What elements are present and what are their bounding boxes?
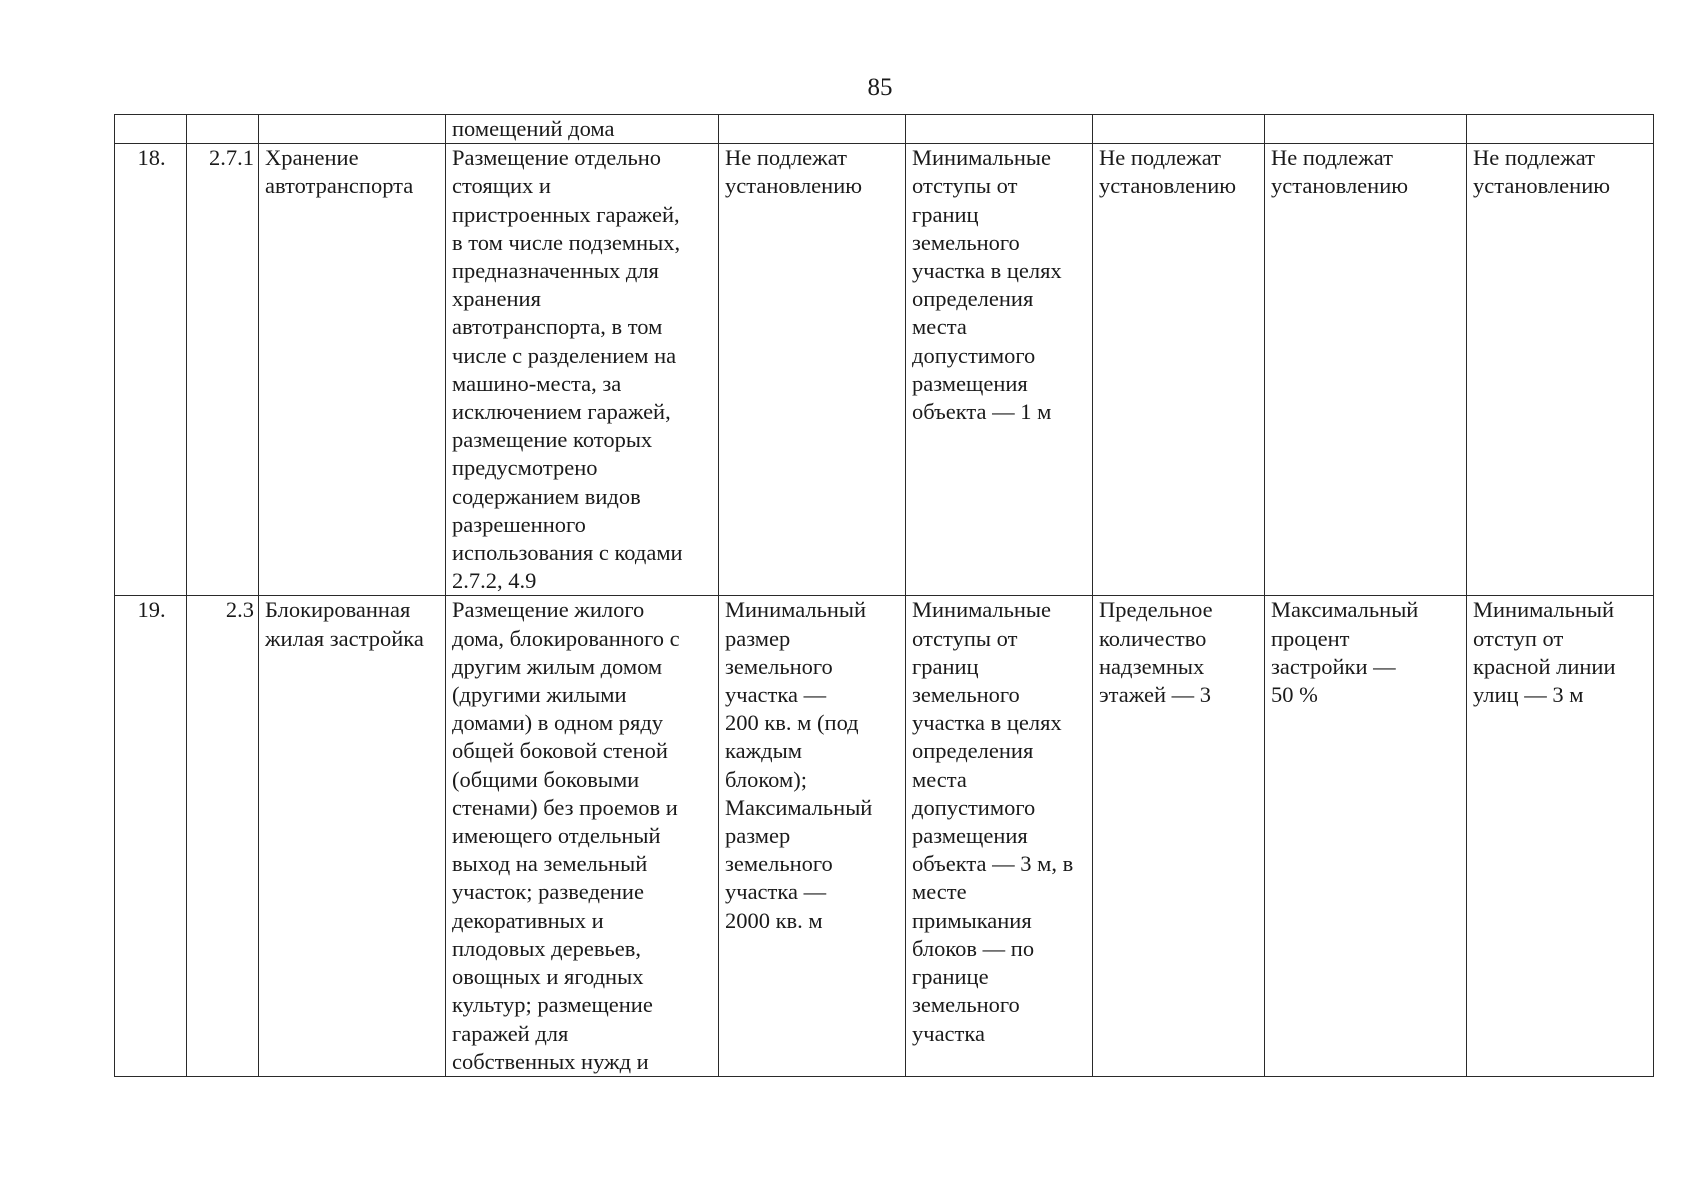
- land-use-table: [114, 114, 1654, 1077]
- cell-text-line: Не подлежат: [1099, 145, 1221, 171]
- cell-text-line: места: [912, 766, 967, 792]
- cell-plot-size: [719, 144, 906, 596]
- cell-name: [259, 115, 446, 144]
- cell-text-line: границ: [912, 201, 979, 227]
- cell-text-line: Размещение отдельно: [452, 145, 662, 171]
- cell-text-line: земельного: [912, 682, 1020, 708]
- cell-text-line: Не подлежат: [725, 145, 847, 171]
- cell-text-line: (общими боковыми: [452, 766, 640, 792]
- cell-text-line: другим жилым домом: [452, 653, 663, 679]
- cell-num: 18.: [115, 144, 187, 596]
- cell-text-line: объекта — 3 м, в: [912, 851, 1074, 877]
- cell-text-line: отступы от: [912, 625, 1018, 651]
- cell-text-line: блоком);: [725, 766, 807, 792]
- cell-text-line: плодовых деревьев,: [452, 935, 641, 961]
- cell-text-line: Не подлежат: [1473, 145, 1595, 171]
- cell-text-line: собственных нужд и: [452, 1048, 649, 1074]
- cell-text-line: участка —: [725, 682, 827, 708]
- cell-other: [1467, 596, 1654, 1076]
- cell-text-line: исключением гаражей,: [452, 399, 671, 425]
- cell-code: [187, 115, 259, 144]
- cell-text-line: размещения: [912, 823, 1028, 849]
- cell-code: 2.3: [187, 596, 259, 1076]
- cell-text-line: объекта — 1 м: [912, 399, 1052, 425]
- cell-text-line: предназначенных для: [452, 258, 659, 284]
- cell-text-line: предусмотрено: [452, 455, 598, 481]
- cell-text-line: размер: [725, 625, 791, 651]
- cell-text-line: месте: [912, 879, 967, 905]
- cell-text-line: участка в целях: [912, 710, 1062, 736]
- table-row: [115, 596, 1654, 1076]
- page-number: 85: [867, 74, 893, 101]
- cell-floors: [1093, 144, 1265, 596]
- cell-coverage: [1265, 115, 1467, 144]
- cell-text-line: надземных: [1099, 653, 1205, 679]
- cell-text-line: границе: [912, 964, 989, 990]
- cell-setbacks: [906, 115, 1093, 144]
- cell-text-line: земельного: [912, 992, 1020, 1018]
- cell-text-line: дома, блокированного с: [452, 625, 680, 651]
- cell-text-line: размещения: [912, 370, 1028, 396]
- cell-text-line: пристроенных гаражей,: [452, 201, 680, 227]
- cell-text-line: Не подлежат: [1271, 145, 1393, 171]
- cell-text-line: участок; разведение: [452, 879, 644, 905]
- cell-text-line: разрешенного: [452, 511, 586, 537]
- cell-text-line: Размещение жилого: [452, 597, 645, 623]
- cell-description: [446, 144, 719, 596]
- cell-text-line: земельного: [725, 653, 833, 679]
- cell-text-line: Хранение: [265, 145, 359, 171]
- cell-text-line: установлению: [1473, 173, 1611, 199]
- cell-text-line: хранения: [452, 286, 541, 312]
- cell-text-line: размер: [725, 823, 791, 849]
- cell-text-line: Максимальный: [1271, 597, 1419, 623]
- cell-text-line: границ: [912, 653, 979, 679]
- cell-other: [1467, 115, 1654, 144]
- cell-code: 2.7.1: [187, 144, 259, 596]
- cell-text-line: автотранспорта, в том: [452, 314, 663, 340]
- cell-text-line: участка: [912, 1020, 985, 1046]
- cell-text-line: допустимого: [912, 794, 1036, 820]
- cell-num: 19.: [115, 596, 187, 1076]
- cell-text-line: стенами) без проемов и: [452, 794, 678, 820]
- cell-text-line: места: [912, 314, 967, 340]
- cell-text-line: числе с разделением на: [452, 342, 677, 368]
- table-row-continuation: [115, 115, 1654, 144]
- cell-text-line: автотранспорта: [265, 173, 414, 199]
- cell-text-line: примыкания: [912, 907, 1032, 933]
- cell-plot-size: [719, 115, 906, 144]
- cell-description: [446, 115, 719, 144]
- cell-coverage: [1265, 596, 1467, 1076]
- cell-text-line: декоративных и: [452, 907, 604, 933]
- cell-text-line: 200 кв. м (под: [725, 710, 859, 736]
- cell-description: [446, 596, 719, 1076]
- cell-coverage: [1265, 144, 1467, 596]
- cell-name: [259, 144, 446, 596]
- cell-plot-size: [719, 596, 906, 1076]
- cell-text-line: количество: [1099, 625, 1207, 651]
- cell-text-line: Предельное: [1099, 597, 1213, 623]
- cell-text-line: общей боковой стеной: [452, 738, 668, 764]
- cell-text-line: земельного: [725, 851, 833, 877]
- table-row: [115, 144, 1654, 596]
- cell-text-line: процент: [1271, 625, 1350, 651]
- cell-text-line: культур; размещение: [452, 992, 653, 1018]
- cell-text-line: 50 %: [1271, 682, 1318, 708]
- cell-text-line: домами) в одном ряду: [452, 710, 664, 736]
- cell-text-line: (другими жилыми: [452, 682, 627, 708]
- cell-text-line: установлению: [1271, 173, 1409, 199]
- cell-text-line: гаражей для: [452, 1020, 569, 1046]
- cell-floors: [1093, 596, 1265, 1076]
- cell-text-line: машино-места, за: [452, 370, 622, 396]
- cell-text-line: застройки —: [1271, 653, 1396, 679]
- cell-text-line: помещений дома: [452, 116, 615, 141]
- cell-text-line: в том числе подземных,: [452, 229, 681, 255]
- cell-text-line: установлению: [725, 173, 863, 199]
- cell-text-line: 2000 кв. м: [725, 907, 823, 933]
- cell-text-line: определения: [912, 286, 1034, 312]
- cell-text-line: содержанием видов: [452, 483, 641, 509]
- cell-text-line: жилая застройка: [265, 625, 424, 651]
- cell-text-line: блоков — по: [912, 935, 1035, 961]
- cell-text-line: имеющего отдельный: [452, 823, 661, 849]
- cell-text-line: отступы от: [912, 173, 1018, 199]
- cell-setbacks: [906, 144, 1093, 596]
- cell-text-line: этажей — 3: [1099, 682, 1212, 708]
- cell-text-line: овощных и ягодных: [452, 964, 644, 990]
- cell-text-line: Минимальные: [912, 597, 1052, 623]
- cell-text-line: размещение которых: [452, 427, 653, 453]
- cell-text-line: выход на земельный: [452, 851, 648, 877]
- cell-text-line: определения: [912, 738, 1034, 764]
- cell-text-line: 2.7.2, 4.9: [452, 568, 537, 594]
- cell-text-line: красной линии: [1473, 653, 1616, 679]
- cell-text-line: установлению: [1099, 173, 1237, 199]
- cell-text-line: Минимальный: [1473, 597, 1615, 623]
- cell-text-line: отступ от: [1473, 625, 1564, 651]
- cell-text-line: Максимальный: [725, 794, 873, 820]
- cell-text-line: каждым: [725, 738, 802, 764]
- cell-floors: [1093, 115, 1265, 144]
- cell-text-line: улиц — 3 м: [1473, 682, 1584, 708]
- cell-text-line: допустимого: [912, 342, 1036, 368]
- cell-num: [115, 115, 187, 144]
- cell-text-line: Минимальные: [912, 145, 1052, 171]
- cell-text-line: земельного: [912, 229, 1020, 255]
- cell-name: [259, 596, 446, 1076]
- cell-text-line: участка —: [725, 879, 827, 905]
- cell-text-line: Минимальный: [725, 597, 867, 623]
- cell-text-line: участка в целях: [912, 258, 1062, 284]
- cell-text-line: Блокированная: [265, 597, 411, 623]
- cell-text-line: использования с кодами: [452, 540, 683, 566]
- cell-text-line: стоящих и: [452, 173, 551, 199]
- cell-setbacks: [906, 596, 1093, 1076]
- cell-other: [1467, 144, 1654, 596]
